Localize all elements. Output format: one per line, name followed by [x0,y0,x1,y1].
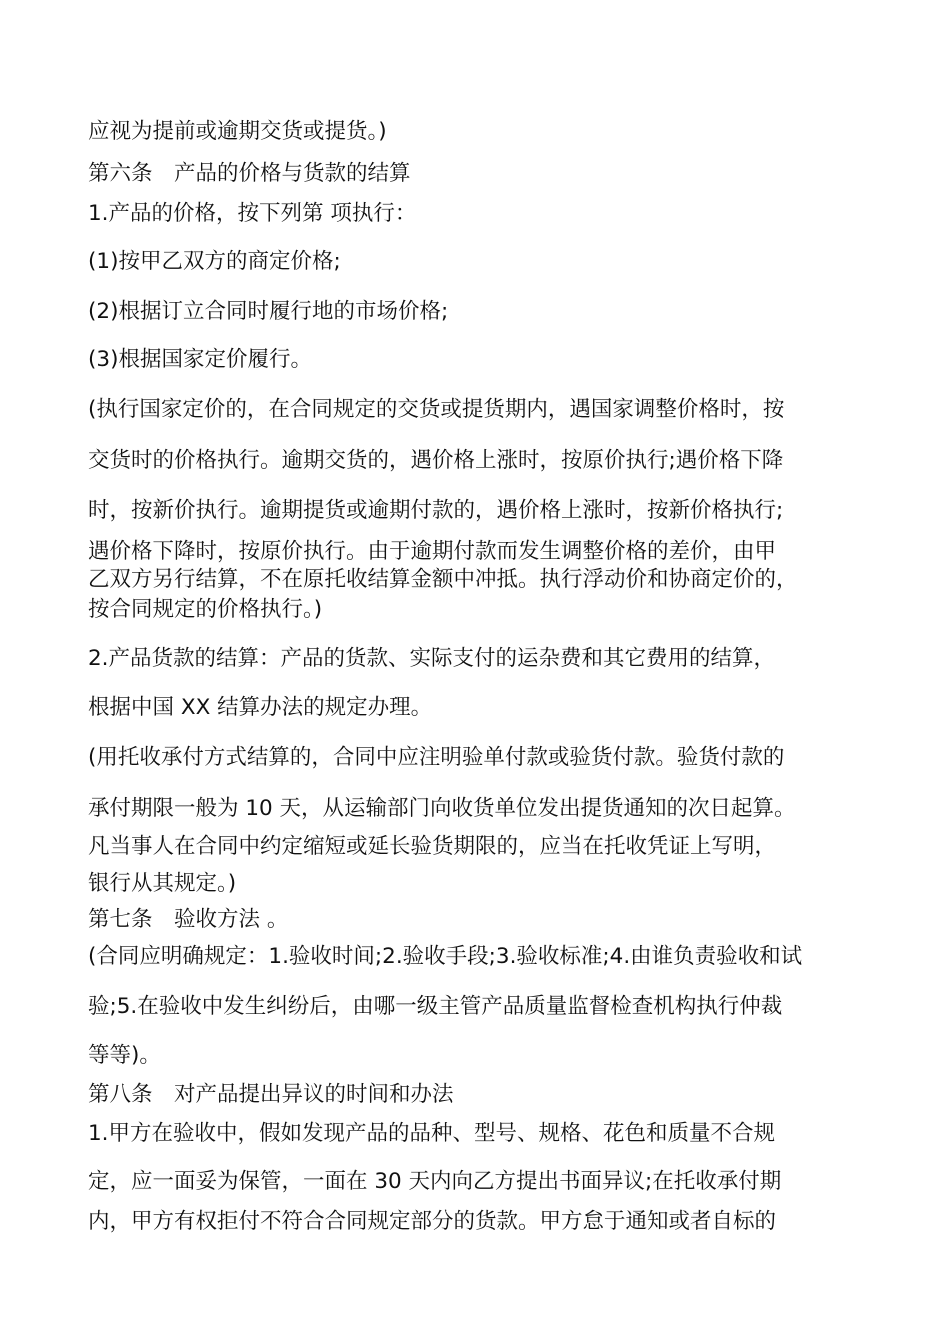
text-line: (2)根据订立合同时履行地的市场价格; [88,299,449,324]
text-line: 交货时的价格执行。逾期交货的，遇价格上涨时，按原价执行;遇价格下降 [88,448,784,473]
text-line: 1.甲方在验收中，假如发现产品的品种、型号、规格、花色和质量不合规 [88,1121,776,1146]
text-line: (执行国家定价的，在合同规定的交货或提货期内，遇国家调整价格时，按 [88,397,785,422]
text-line: 定，应一面妥为保管，一面在 30 天内向乙方提出书面异议;在托收承付期 [88,1169,782,1194]
text-line: (用托收承付方式结算的，合同中应注明验单付款或验货付款。验货付款的 [88,745,785,770]
text-line: 承付期限一般为 10 天，从运输部门向收货单位发出提货通知的次日起算。 [88,796,796,821]
text-line: 根据中国 XX 结算办法的规定办理。 [88,695,433,720]
text-line: 时，按新价执行。逾期提货或逾期付款的，遇价格上涨时，按新价格执行; [88,498,784,523]
text-line: (1)按甲乙双方的商定价格; [88,249,341,274]
text-line: 遇价格下降时，按原价执行。由于逾期付款而发生调整价格的差价，由甲 [88,539,777,564]
text-line: 验;5.在验收中发生纠纷后，由哪一级主管产品质量监督检查机构执行仲裁 [88,994,783,1019]
text-line: 应视为提前或逾期交货或提货。) [88,119,387,144]
text-line: 内，甲方有权拒付不符合合同规定部分的货款。甲方怠于通知或者自标的 [88,1209,777,1234]
section-heading-8: 第八条 对产品提出异议的时间和办法 [88,1082,454,1107]
section-heading-6: 第六条 产品的价格与货款的结算 [88,161,411,186]
text-line: (3)根据国家定价履行。 [88,347,312,372]
text-line: 银行从其规定。) [88,871,237,896]
text-line: 按合同规定的价格执行。) [88,597,323,622]
section-heading-7: 第七条 验收方法 。 [88,907,289,932]
text-line: 凡当事人在合同中约定缩短或延长验货期限的，应当在托收凭证上写明， [88,834,777,859]
text-line: (合同应明确规定：1.验收时间;2.验收手段;3.验收标准;4.由谁负责验收和试 [88,944,803,969]
text-line: 1.产品的价格，按下列第 项执行： [88,201,417,226]
text-line: 等等)。 [88,1043,161,1068]
text-line: 2.产品货款的结算：产品的货款、实际支付的运杂费和其它费用的结算， [88,646,776,671]
text-line: 乙双方另行结算，不在原托收结算金额中冲抵。执行浮动价和协商定价的， [88,567,798,592]
